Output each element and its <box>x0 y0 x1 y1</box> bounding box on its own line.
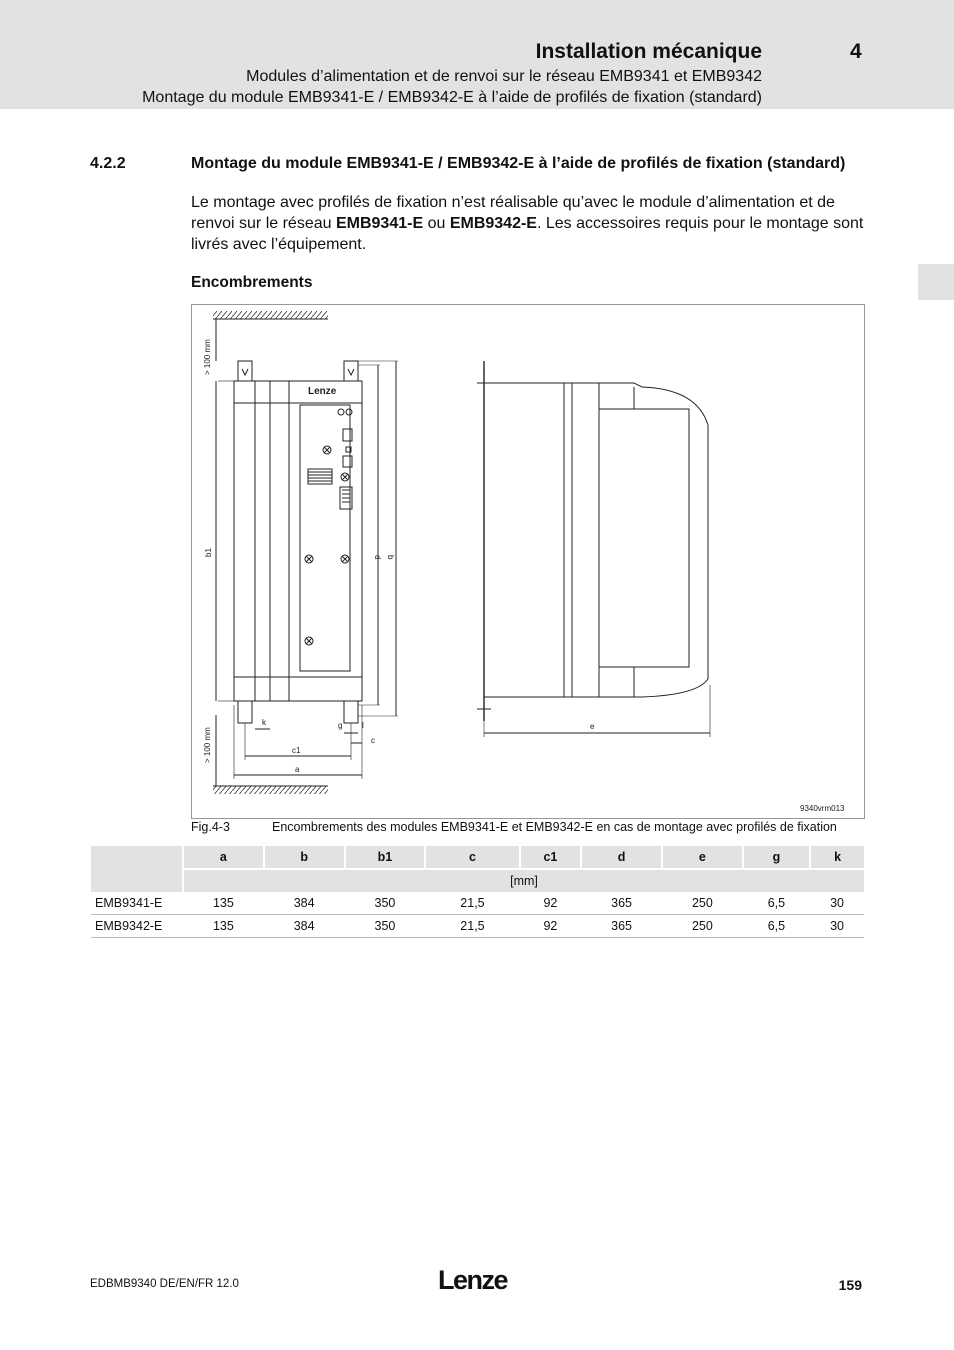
table-cell: 250 <box>662 892 743 915</box>
table-row-label: EMB9341-E <box>91 892 183 915</box>
table-row-label: EMB9342-E <box>91 915 183 938</box>
top-wall-hatch <box>213 311 328 319</box>
intro-paragraph <box>191 192 866 255</box>
bottom-clearance-label: > 100 mm <box>203 727 212 763</box>
dimension-drawing <box>192 305 864 818</box>
page-number: 159 <box>838 1277 862 1293</box>
table-cell: 384 <box>264 892 345 915</box>
chapter-number: 4 <box>850 40 862 63</box>
table-cell: 6,5 <box>743 892 810 915</box>
front-switch <box>343 429 352 441</box>
table-cell: 30 <box>810 892 864 915</box>
figure-caption-text: Encombrements des modules EMB9341-E et EMB9342-E en cas de montage avec profilés de fixation <box>272 820 837 834</box>
table-header-row <box>91 846 864 869</box>
table-cell: 30 <box>810 915 864 938</box>
dim-b-label: b <box>386 555 395 560</box>
dim-c-label: c <box>371 736 375 745</box>
table-cell: 384 <box>264 915 345 938</box>
table-col-b1: b1 <box>345 846 426 869</box>
bracket-top-left-arrow <box>242 369 248 375</box>
led-1 <box>338 409 344 415</box>
footer-doc-id: EDBMB9340 DE/EN/FR 12.0 <box>90 1278 239 1290</box>
lenze-logo <box>438 1264 518 1294</box>
lenze-logo-text: Lenze <box>438 1265 508 1294</box>
bracket-top-left <box>238 361 252 381</box>
bracket-bottom-left <box>238 701 252 723</box>
table-unit: [mm] <box>183 869 864 892</box>
table-cell: 350 <box>345 892 426 915</box>
dim-b1-label: b1 <box>204 548 213 557</box>
bracket-top-right <box>344 361 358 381</box>
table-cell: 21,5 <box>425 892 519 915</box>
dim-e-label: e <box>590 722 595 731</box>
dimensions-table <box>91 846 864 938</box>
table-cell: 365 <box>581 892 662 915</box>
table-cell: 250 <box>662 915 743 938</box>
table-row <box>91 915 864 938</box>
led-2 <box>346 409 352 415</box>
section-number: 4.2.2 <box>90 155 126 172</box>
side-body-front <box>599 383 708 697</box>
side-body-rear <box>484 383 564 697</box>
table-cell: 92 <box>520 915 582 938</box>
screw-icon <box>305 446 349 645</box>
table-cell: 135 <box>183 915 264 938</box>
chapter-title: Installation mécanique <box>535 40 762 63</box>
intro-text-1: Le montage avec profilés de fixation n’est réalisable qu’avec le module d’alimentation et de renvoi sur le réseau <box>191 194 835 232</box>
figure-caption-label: Fig.4-3 <box>191 820 230 834</box>
dimension-figure <box>191 304 865 819</box>
table-col-g: g <box>743 846 810 869</box>
intro-text-3: . Les accessoires requis pour le montage sont livrés avec l’équipement. <box>191 215 864 253</box>
table-cell: 350 <box>345 915 426 938</box>
dim-c1-label: c1 <box>292 746 301 755</box>
front-brand-label: Lenze <box>308 386 337 397</box>
bracket-bottom-right <box>344 701 358 723</box>
table-cell: 6,5 <box>743 915 810 938</box>
chapter-side-tab <box>918 264 954 300</box>
table-cell: 135 <box>183 892 264 915</box>
table-cell: 92 <box>520 892 582 915</box>
intro-bold-2: EMB9342-E <box>449 215 537 232</box>
table-cell: 21,5 <box>425 915 519 938</box>
side-body-mid <box>572 383 599 697</box>
side-cover-outline <box>599 409 689 667</box>
section-title: Montage du module EMB9341-E / EMB9342-E à l’aide de profilés de fixation (standard) <box>191 155 846 172</box>
intro-bold-1: EMB9341-E <box>335 215 424 232</box>
table-col-k: k <box>810 846 864 869</box>
front-panel <box>300 405 350 671</box>
table-unit-row <box>91 869 864 892</box>
dim-a-label: a <box>295 765 300 774</box>
dim-k-label: k <box>262 718 266 727</box>
svg-text:l: l <box>362 721 364 730</box>
table-row <box>91 892 864 915</box>
dim-g-label: g <box>338 721 343 730</box>
dim-d-label: d <box>373 555 382 560</box>
intro-text-2: ou <box>423 215 450 232</box>
table-col-b: b <box>264 846 345 869</box>
top-clearance-label: > 100 mm <box>203 339 212 375</box>
terminal-block <box>308 469 332 484</box>
subheading-encombrements: Encombrements <box>191 274 313 291</box>
table-col-c1: c1 <box>520 846 582 869</box>
figure-code: 9340vrm013 <box>800 804 845 813</box>
bracket-top-right-arrow <box>348 369 354 375</box>
chapter-subtitle-1: Modules d’alimentation et de renvoi sur le réseau EMB9341 et EMB9342 <box>246 68 762 85</box>
table-cell: 365 <box>581 915 662 938</box>
table-corner-cell <box>91 846 183 892</box>
table-col-c: c <box>425 846 519 869</box>
table-col-a: a <box>183 846 264 869</box>
table-col-e: e <box>662 846 743 869</box>
bottom-wall-hatch <box>213 786 328 794</box>
table-col-d: d <box>581 846 662 869</box>
chapter-subtitle-2: Montage du module EMB9341-E / EMB9342-E à l’aide de profilés de fixation (standard) <box>142 89 762 106</box>
